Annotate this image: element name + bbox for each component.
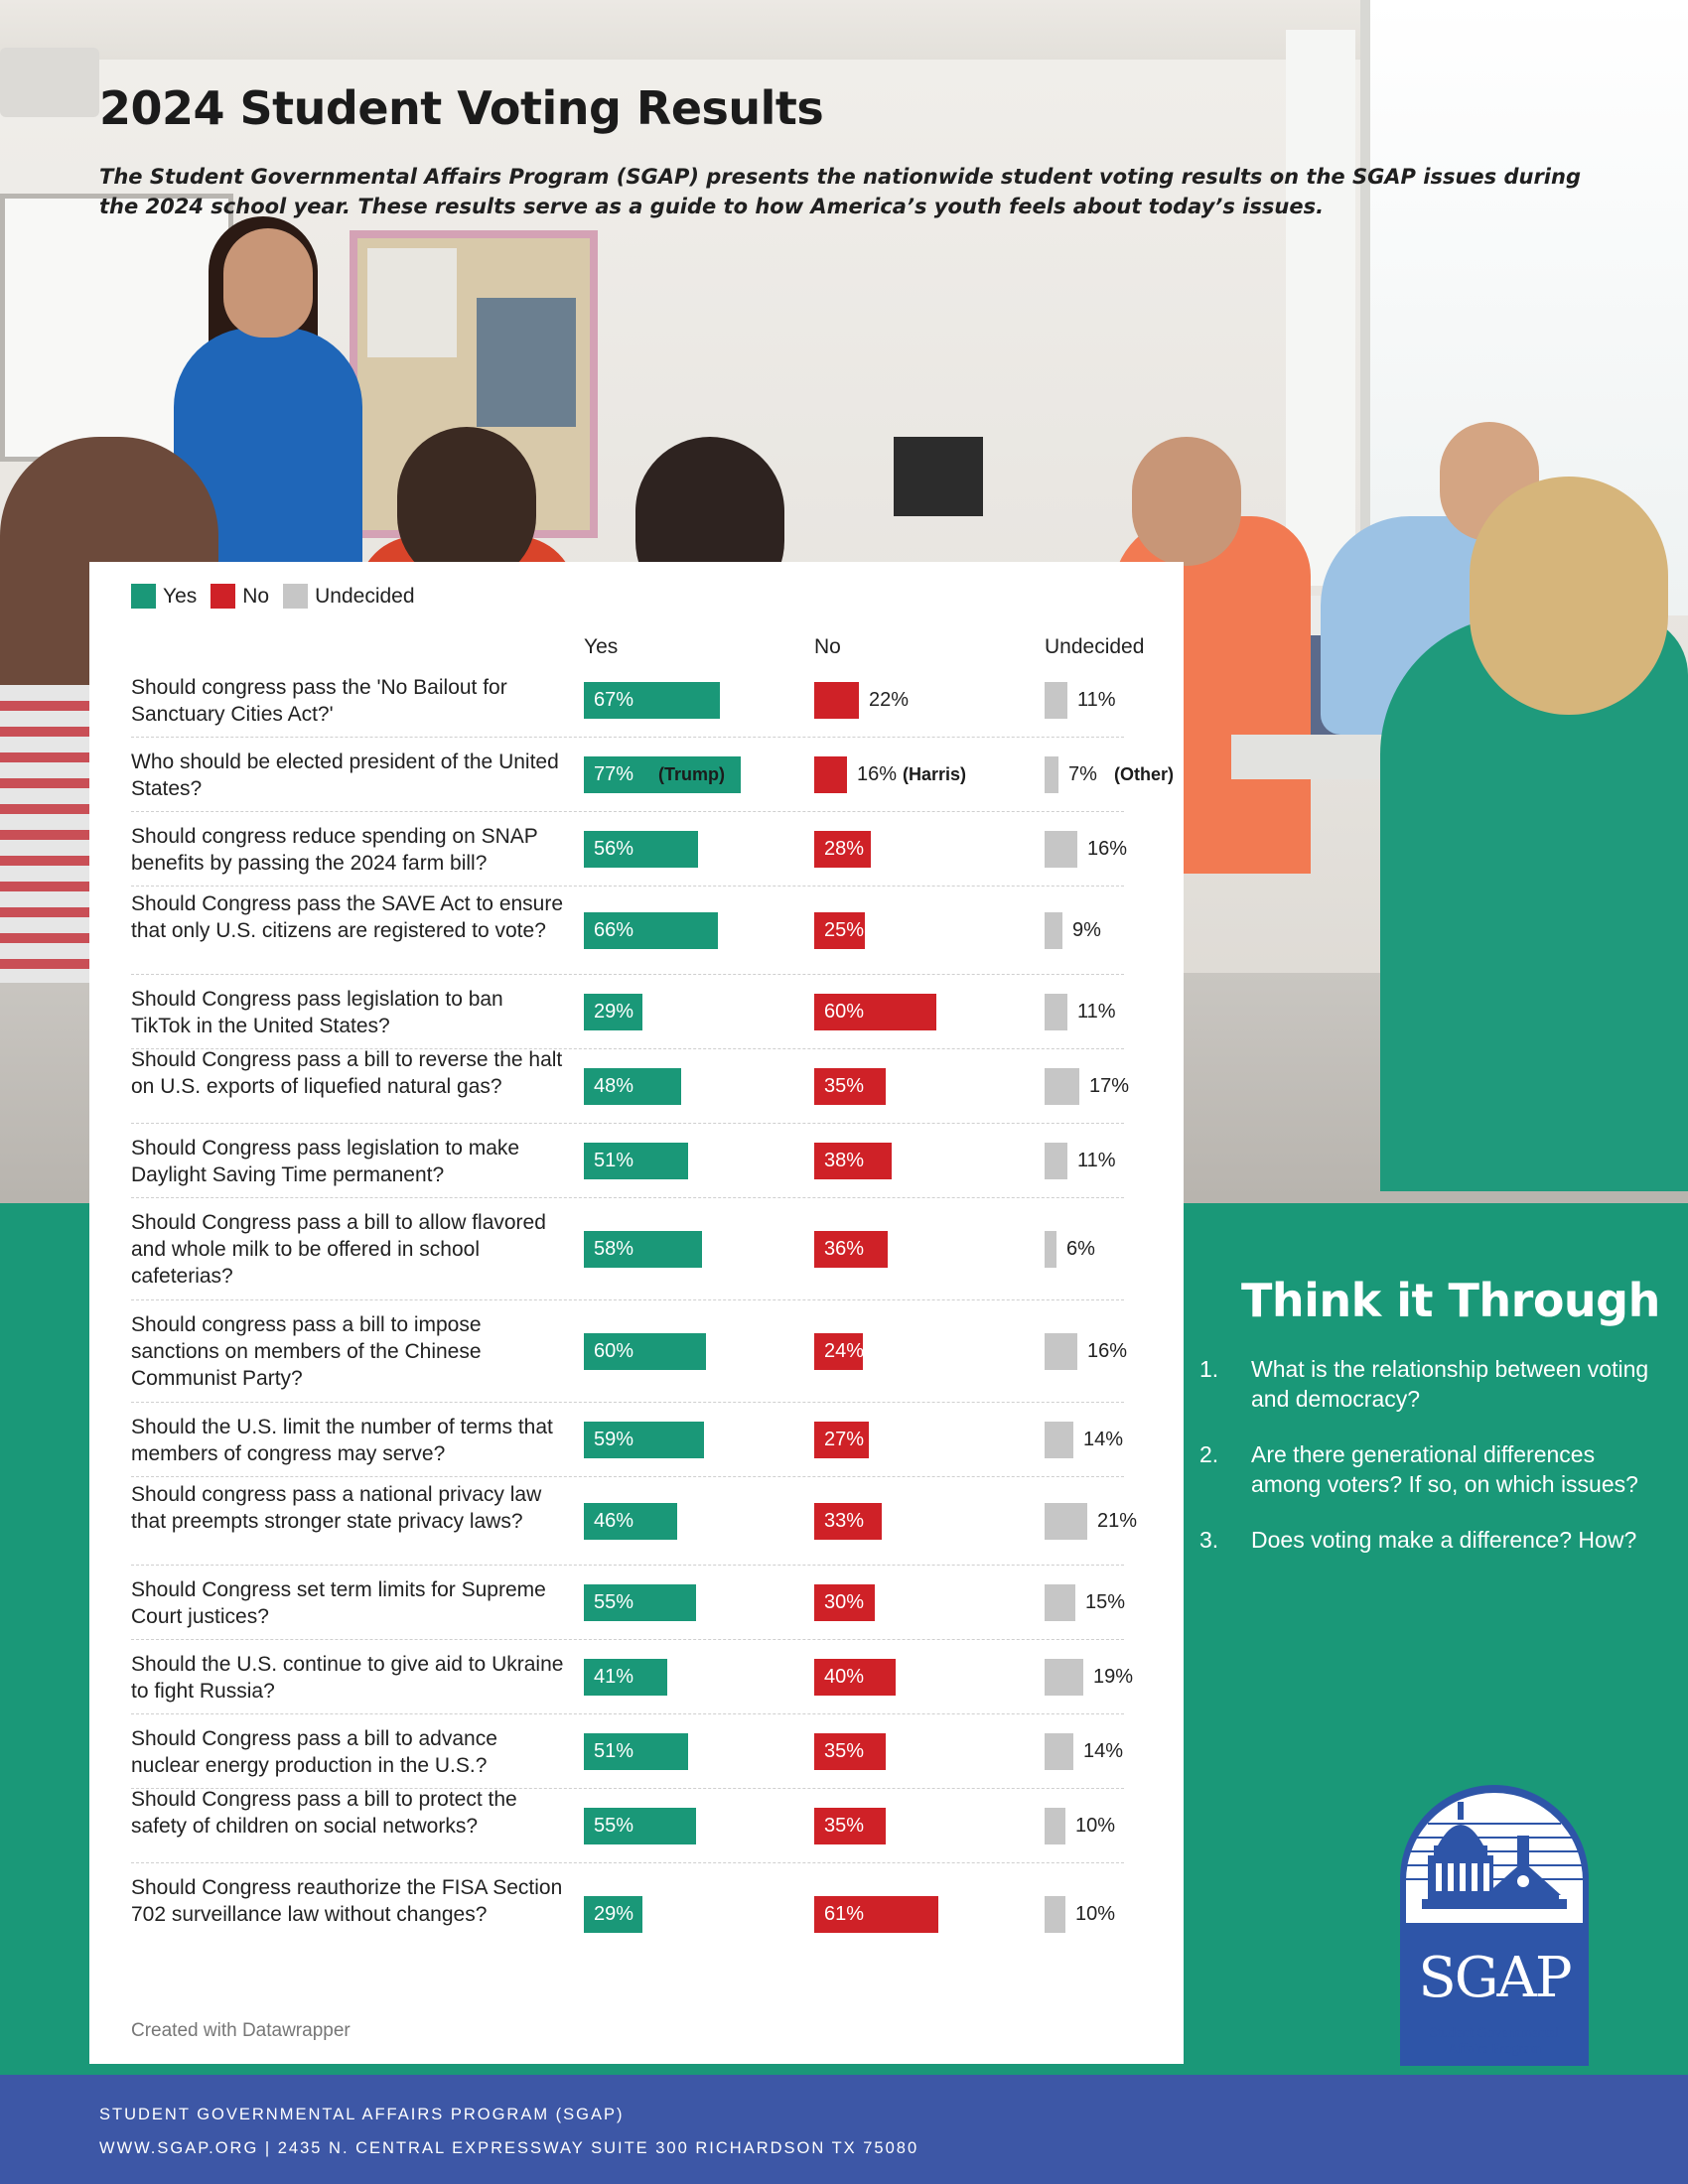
bulletin-paper: [367, 248, 457, 357]
yes-value-label: 48%: [594, 1075, 634, 1097]
row-question: Should Congress pass legislation to ban TikTok in the United States?: [131, 988, 503, 1037]
row-question: Should congress pass the 'No Bailout for Sanctuary Cities Act?': [131, 676, 507, 726]
undecided-bar: [1045, 1584, 1075, 1621]
yes-value-label: 51%: [594, 1150, 634, 1171]
undecided-candidate-note: (Other): [1114, 764, 1174, 784]
chart-legend: [131, 584, 429, 609]
yes-value-label: 29%: [594, 1903, 634, 1925]
yes-value-label: 67%: [594, 689, 634, 711]
yes-value-label: 55%: [594, 1815, 634, 1837]
undecided-bar: [1045, 831, 1077, 868]
undecided-value-label: 14%: [1083, 1740, 1124, 1762]
undecided-value-label: 16%: [1087, 838, 1128, 860]
undecided-bar: [1045, 1808, 1065, 1844]
no-bar: [814, 756, 847, 793]
undecided-value-label: 14%: [1083, 1429, 1124, 1450]
undecided-value-label: 19%: [1093, 1666, 1134, 1688]
think-number: 2.: [1199, 1441, 1219, 1467]
legend-item-no: [211, 584, 269, 609]
row-question: Should Congress set term limits for Supreme Court justices?: [131, 1578, 546, 1628]
no-value-label: 22%: [869, 689, 910, 711]
row-question: Should Congress pass a bill to allow flavored and whole milk to be offered in school cafeterias?: [131, 1211, 546, 1288]
chart-row: [89, 1198, 1184, 1300]
legend-label: No: [242, 584, 270, 608]
legend-label: Yes: [163, 584, 198, 608]
undecided-value-label: 21%: [1097, 1510, 1138, 1532]
undecided-bar: [1045, 1333, 1077, 1370]
undecided-value-label: 11%: [1077, 1150, 1116, 1171]
chart-row: [89, 1124, 1184, 1198]
row-question: Should Congress pass a bill to protect the safety of children on social networks?: [131, 1788, 517, 1838]
yes-value-label: 46%: [594, 1510, 634, 1532]
no-value-label: 24%: [824, 1340, 865, 1362]
undecided-bar: [1045, 1503, 1087, 1540]
chart-row: [89, 1403, 1184, 1477]
chart-row: [89, 975, 1184, 1049]
legend-item-yes: [131, 584, 197, 609]
row-question: Should Congress reauthorize the FISA Section 702 surveillance law without changes?: [131, 1876, 563, 1926]
undecided-value-label: 11%: [1077, 689, 1116, 711]
undecided-bar: [1045, 1068, 1079, 1105]
undecided-value-label: 10%: [1075, 1903, 1116, 1925]
row-question: Should the U.S. limit the number of terms that members of congress may serve?: [131, 1416, 553, 1465]
no-value-label: 38%: [824, 1150, 865, 1171]
yes-candidate-note: (Trump): [658, 764, 725, 784]
legend-swatch-yes: [131, 584, 156, 609]
chart-row: [89, 1714, 1184, 1789]
logo-subtitle: [1398, 2025, 1591, 2057]
bulletin-poster: [477, 298, 576, 427]
page-title: 2024 Student Voting Results: [99, 81, 824, 135]
chart-panel: [89, 562, 1184, 2064]
undecided-value-label: 9%: [1072, 919, 1101, 941]
think-item: [1199, 1439, 1666, 1499]
yes-value-label: 51%: [594, 1740, 634, 1762]
legend-label: Undecided: [315, 584, 415, 608]
logo-subtitle-line: Student Governmental: [1429, 2025, 1560, 2041]
no-value-label: 25%: [824, 919, 865, 941]
row-question: Should congress pass a national privacy law that preempts stronger state privacy laws?: [131, 1483, 542, 1533]
chart-row: [89, 1863, 1184, 1966]
chart-row: [89, 738, 1184, 812]
student: [1132, 437, 1241, 566]
no-value-label: 35%: [824, 1740, 865, 1762]
undecided-bar: [1045, 1231, 1056, 1268]
legend-swatch-no: [211, 584, 235, 609]
no-value-label: 28%: [824, 838, 865, 860]
undecided-bar: [1045, 994, 1067, 1030]
undecided-value-label: 10%: [1075, 1815, 1116, 1837]
legend-swatch-undecided: [283, 584, 308, 609]
think-number: 1.: [1199, 1356, 1219, 1382]
logo-subtitle-line: Affairs Program: [1447, 2041, 1542, 2057]
row-question: Should congress reduce spending on SNAP benefits by passing the 2024 farm bill?: [131, 825, 538, 875]
row-question: Who should be elected president of the United States?: [131, 751, 559, 800]
no-value-label: 61%: [824, 1903, 865, 1925]
no-value-label: 35%: [824, 1815, 865, 1837]
chart-row: [89, 1789, 1184, 1863]
undecided-bar: [1045, 1733, 1073, 1770]
undecided-bar: [1045, 1659, 1083, 1696]
yes-value-label: 29%: [594, 1001, 634, 1023]
chart-row: [89, 812, 1184, 887]
undecided-bar: [1045, 682, 1067, 719]
no-value-label: 40%: [824, 1666, 865, 1688]
yes-value-label: 66%: [594, 919, 634, 941]
no-value-label: 33%: [824, 1510, 865, 1532]
yes-value-label: 77%: [594, 763, 634, 785]
think-item: [1199, 1354, 1666, 1414]
chart-row: [89, 887, 1184, 975]
footer-org-name: STUDENT GOVERNMENTAL AFFAIRS PROGRAM (SGAP): [99, 2106, 625, 2123]
row-question: Should Congress pass legislation to make Daylight Saving Time permanent?: [131, 1137, 520, 1186]
undecided-bar: [1045, 1143, 1067, 1179]
no-value-label: 27%: [824, 1429, 865, 1450]
think-title: Think it Through: [1241, 1274, 1660, 1327]
no-value-label: 36%: [824, 1238, 865, 1260]
chart-row: [89, 1049, 1184, 1124]
undecided-bar: [1045, 756, 1058, 793]
undecided-bar: [1045, 1422, 1073, 1458]
chart-row: [89, 1477, 1184, 1566]
undecided-value-label: 7%: [1068, 763, 1097, 785]
projector: [0, 48, 99, 117]
column-header-no: No: [814, 635, 841, 658]
yes-value-label: 60%: [594, 1340, 634, 1362]
row-question: Should Congress pass a bill to reverse the halt on U.S. exports of liquefied natural gas?: [131, 1048, 563, 1098]
column-header-undecided: Undecided: [1045, 635, 1145, 658]
row-question: Should Congress pass the SAVE Act to ensure that only U.S. citizens are registered to vote?: [131, 892, 564, 942]
chart-row: [89, 663, 1184, 738]
think-question: Are there generational differences among voters? If so, on which issues?: [1251, 1441, 1638, 1497]
chart-credit: Created with Datawrapper: [131, 2020, 351, 2041]
yes-value-label: 41%: [594, 1666, 634, 1688]
think-question: What is the relationship between voting and democracy?: [1251, 1356, 1649, 1412]
undecided-value-label: 16%: [1087, 1340, 1128, 1362]
yes-value-label: 58%: [594, 1238, 634, 1260]
computer-monitor: [894, 437, 983, 516]
undecided-value-label: 6%: [1066, 1238, 1095, 1260]
no-value-label: 60%: [824, 1001, 865, 1023]
no-value-label: 30%: [824, 1591, 865, 1613]
no-value-label: 35%: [824, 1075, 865, 1097]
window-frame: [1286, 30, 1355, 586]
row-question: Should Congress pass a bill to advance nuclear energy production in the U.S.?: [131, 1727, 497, 1777]
column-header-yes: Yes: [584, 635, 619, 658]
chart-row: [89, 1566, 1184, 1640]
think-list: [1199, 1354, 1666, 1580]
no-value-label: 16%: [857, 763, 898, 785]
think-question: Does voting make a difference? How?: [1251, 1527, 1637, 1553]
page-footer: [0, 2075, 1688, 2184]
chart-row: [89, 1640, 1184, 1714]
think-item: [1199, 1525, 1666, 1555]
undecided-value-label: 11%: [1077, 1001, 1116, 1023]
teacher-face: [223, 228, 313, 338]
no-candidate-note: (Harris): [903, 764, 967, 784]
no-bar: [814, 682, 859, 719]
legend-item-undecided: [283, 584, 414, 609]
student: [1470, 477, 1668, 715]
undecided-bar: [1045, 1896, 1065, 1933]
footer-address: WWW.SGAP.ORG | 2435 N. CENTRAL EXPRESSWAY SUITE 300 RICHARDSON TX 75080: [99, 2139, 919, 2157]
logo-wordmark: SGAP: [1418, 1946, 1571, 2010]
yes-value-label: 59%: [594, 1429, 634, 1450]
chart-row: [89, 1300, 1184, 1403]
intro-text: The Student Governmental Affairs Program (SGAP) presents the nationwide student voting results on the SGAP issues during the 2024 school year. These results serve as a guide to how America’s youth feels about today’s issues.: [99, 165, 1581, 218]
row-question: Should the U.S. continue to give aid to Ukraine to fight Russia?: [131, 1653, 564, 1703]
yes-value-label: 55%: [594, 1591, 634, 1613]
undecided-value-label: 17%: [1089, 1075, 1130, 1097]
row-question: Should congress pass a bill to impose sanctions on members of the Chinese Communist Party?: [131, 1313, 482, 1390]
think-number: 3.: [1199, 1527, 1219, 1553]
undecided-value-label: 15%: [1085, 1591, 1126, 1613]
undecided-bar: [1045, 912, 1062, 949]
yes-value-label: 56%: [594, 838, 634, 860]
